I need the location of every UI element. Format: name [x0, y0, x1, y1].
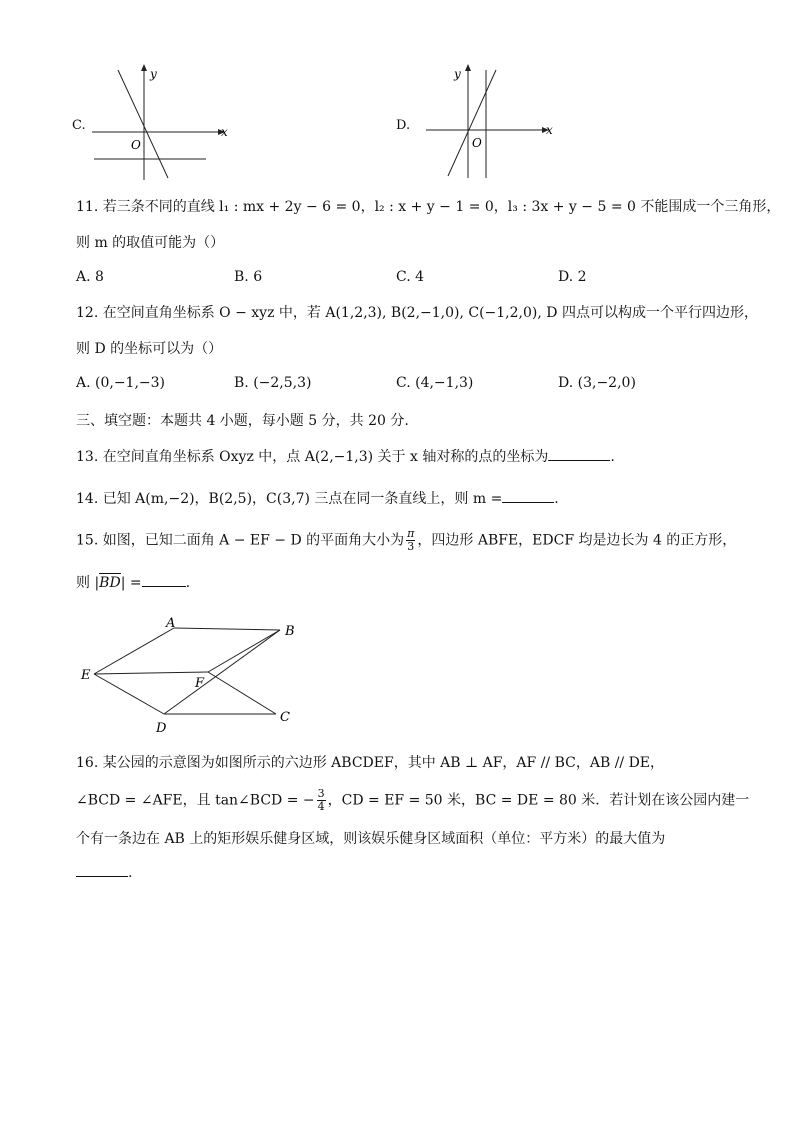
q12-option-b[interactable]: B. (−2,5,3): [234, 375, 312, 391]
q15-label-b: B: [285, 624, 295, 639]
q16-frac-num: 3: [317, 787, 325, 800]
q16-answer-blank[interactable]: [76, 862, 128, 877]
q15-pre: 15. 如图，已知二面角 A − EF − D 的平面角大小为: [76, 532, 405, 549]
graph-c-x-label: x: [221, 125, 228, 139]
q16-stem-line3: 个有一条边在 AB 上的矩形娱乐健身区域，则该娱乐健身区域面积（单位：平方米）的最大值为: [76, 831, 666, 847]
q15-answer-blank[interactable]: [142, 572, 186, 587]
q15-frac-den: 3: [407, 540, 415, 553]
q16-stem-line1: 16. 某公园的示意图为如图所示的六边形 ABCDEF，其中 AB ⊥ AF，AF // BC，AB // DE，: [76, 755, 665, 771]
q11-stem-line1: 11. 若三条不同的直线 l₁ : mx + 2y − 6 = 0，l₂ : x + y − 1 = 0，l₃ : 3x + y − 5 = 0 不能围成一个三角形，: [76, 199, 781, 215]
q15-frac-num: π: [407, 527, 415, 540]
q13-stem: [76, 446, 615, 468]
option-d-label: D.: [396, 118, 411, 133]
q16-stem-line2: [76, 788, 749, 813]
q15-end: .: [185, 575, 191, 591]
q15-figure: [78, 612, 308, 736]
q15-label-d: D: [156, 721, 167, 736]
q12-option-a[interactable]: A. (0,−1,−3): [76, 375, 166, 391]
q15-label-f: F: [195, 676, 205, 691]
q15-label-a: A: [166, 616, 176, 631]
q12-stem-line2: 则 D 的坐标可以为（）: [76, 341, 223, 357]
q13-text: 13. 在空间直角坐标系 Oxyz 中，点 A(2,−1,3) 关于 x 轴对称的点的坐标为: [76, 449, 549, 465]
graph-option-c: [88, 62, 228, 182]
section-3-heading: 三、填空题：本题共 4 小题，每小题 5 分，共 20 分.: [76, 413, 409, 429]
q15-vector-bd: BD: [99, 575, 121, 591]
graph-c-origin-label: O: [131, 138, 141, 152]
q15-label-c: C: [280, 710, 290, 725]
graph-d-y-label: y: [454, 67, 461, 81]
q16-fraction: [317, 788, 326, 813]
q12-stem-line1: 12. 在空间直角坐标系 O − xyz 中，若 A(1,2,3), B(2,−1,0), C(−1,2,0), D 四点可以构成一个平行四边形，: [76, 305, 758, 321]
q16-line2-pre: ∠BCD = ∠AFE，且 tan∠BCD = −: [76, 792, 315, 809]
q16-line2-post: ，CD = EF = 50 米，BC = DE = 80 米．若计划在该公园内建一: [327, 792, 750, 809]
option-c-label: C.: [72, 118, 86, 133]
q11-option-c[interactable]: C. 4: [396, 269, 425, 285]
graph-c-y-label: y: [150, 67, 157, 81]
q15-stem-line1: [76, 528, 736, 553]
q14-stem: [76, 488, 559, 510]
graph-option-d: [418, 60, 558, 182]
q16-answer-line: [76, 862, 132, 884]
q16-end: .: [128, 865, 133, 881]
q13-end: .: [610, 449, 615, 465]
q14-end: .: [554, 491, 559, 507]
q11-stem-line2: 则 m 的取值可能为（）: [76, 235, 225, 251]
q12-option-d[interactable]: D. (3,−2,0): [558, 375, 636, 391]
graph-d-x-label: x: [546, 123, 553, 137]
q15-line2-pre: 则 |: [76, 575, 100, 591]
q15-line2-post: | =: [120, 575, 142, 591]
q12-option-c[interactable]: C. (4,−1,3): [396, 375, 474, 391]
q15-stem-line2: [76, 572, 190, 594]
q13-answer-blank[interactable]: [548, 446, 610, 461]
graph-d-origin-label: O: [472, 136, 482, 150]
q15-label-e: E: [81, 668, 91, 683]
q16-frac-den: 4: [317, 800, 325, 813]
q11-option-b[interactable]: B. 6: [234, 269, 263, 285]
q14-text: 14. 已知 A(m,−2)，B(2,5)，C(3,7) 三点在同一条直线上，则 m =: [76, 491, 503, 507]
q15-post: ，四边形 ABFE，EDCF 均是边长为 4 的正方形，: [417, 532, 737, 549]
graph-c-y-arrow: [141, 64, 147, 71]
q15-fraction: [406, 528, 415, 553]
q11-option-d[interactable]: D. 2: [558, 269, 587, 285]
q11-option-a[interactable]: A. 8: [76, 269, 104, 285]
graph-c-slanted-line: [118, 70, 168, 178]
q14-answer-blank[interactable]: [502, 488, 554, 503]
